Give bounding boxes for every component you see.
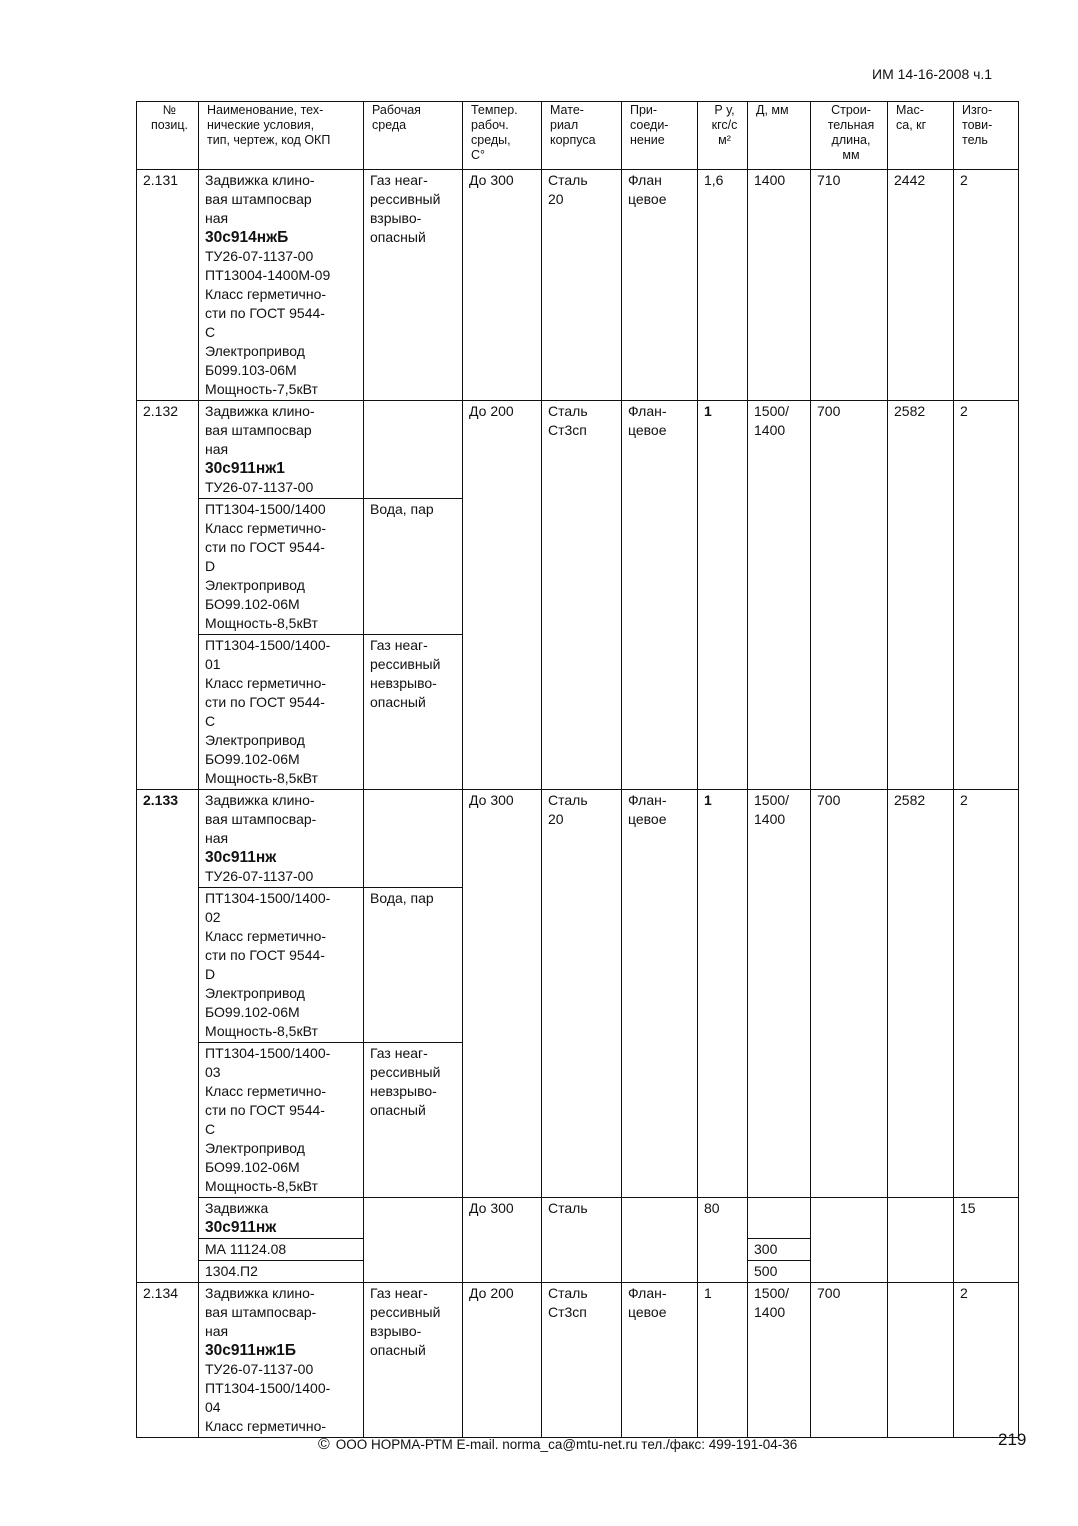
text-line: Вода, пар bbox=[370, 501, 434, 517]
text-line: вая штампосвар bbox=[205, 422, 312, 438]
name-cell bbox=[199, 1198, 364, 1239]
text-line: ная bbox=[205, 830, 229, 846]
text-line: невзрыво- bbox=[370, 1083, 437, 1099]
text-line: сти по ГОСТ 9544- bbox=[205, 539, 325, 555]
name-cell bbox=[199, 1043, 364, 1198]
text-line: ная bbox=[205, 441, 229, 457]
page-footer bbox=[318, 1436, 797, 1454]
model-code: 30с911нж bbox=[205, 849, 277, 866]
text-line: Флан- bbox=[628, 403, 667, 419]
text-line: 1500/ bbox=[754, 403, 790, 419]
length-cell: 700 bbox=[811, 401, 888, 790]
medium-cell bbox=[364, 1283, 463, 1438]
text-line: длина, bbox=[831, 133, 871, 147]
text-line: сти по ГОСТ 9544- bbox=[205, 1102, 325, 1118]
table-row bbox=[137, 170, 1019, 401]
temperature-cell: До 300 bbox=[463, 1198, 542, 1283]
text-line: Мате- bbox=[550, 103, 584, 117]
temperature-cell: До 200 bbox=[463, 401, 542, 790]
text-line: рессивный bbox=[370, 656, 441, 672]
position-cell: 2.134 bbox=[137, 1283, 199, 1438]
model-code: 30с911нж bbox=[205, 1219, 277, 1236]
text-line: Класс герметично- bbox=[205, 520, 327, 536]
text-line: взрыво- bbox=[370, 210, 422, 226]
pressure-cell: 1,6 bbox=[698, 170, 748, 401]
text-line: риал bbox=[550, 118, 579, 132]
text-line: невзрыво- bbox=[370, 675, 437, 691]
text-line: Д, мм bbox=[756, 103, 789, 117]
manufacturer-cell: 2 bbox=[954, 790, 1019, 1198]
text-line: D bbox=[205, 966, 216, 982]
material-cell bbox=[542, 790, 622, 1198]
model-code: 30с914нжБ bbox=[205, 229, 289, 246]
text-line: ПТ1304-1500/1400- bbox=[205, 890, 331, 906]
text-line: 1400 bbox=[754, 1304, 786, 1320]
specification-table bbox=[136, 101, 1019, 1438]
text-line: Электропривод bbox=[205, 343, 305, 359]
pressure-cell: 1 bbox=[698, 790, 748, 1198]
length-cell: 700 bbox=[811, 1283, 888, 1438]
text-line: БО99.102-06М bbox=[205, 596, 300, 612]
col-header-pressure bbox=[698, 102, 748, 170]
text-line: Класс герметично- bbox=[205, 1418, 327, 1434]
material-cell bbox=[542, 401, 622, 790]
text-line: ная bbox=[205, 210, 229, 226]
text-line: тельная bbox=[827, 118, 875, 132]
position-cell: 2.133 bbox=[137, 790, 199, 1283]
diameter-cell bbox=[748, 170, 811, 401]
temperature-cell: До 200 bbox=[463, 1283, 542, 1438]
text-line: С° bbox=[471, 148, 486, 162]
text-line: 1400 bbox=[754, 422, 786, 438]
text-line: Газ неаг- bbox=[370, 1045, 428, 1061]
text-line: ТУ26-07-1137-00 bbox=[205, 1361, 314, 1377]
text-line: При- bbox=[630, 103, 658, 117]
diameter-cell: 300 bbox=[748, 1239, 811, 1261]
medium-cell bbox=[364, 1043, 463, 1198]
name-cell bbox=[199, 170, 364, 401]
text-line: Мощность-7,5кВт bbox=[205, 381, 318, 397]
text-line: ПТ1304-1500/1400 bbox=[205, 501, 326, 517]
text-line: среда bbox=[372, 118, 407, 132]
mass-cell: 2582 bbox=[888, 401, 954, 790]
model-code: 30с911нж1Б bbox=[205, 1342, 296, 1359]
diameter-cell bbox=[748, 790, 811, 1198]
text-line: ТУ26-07-1137-00 bbox=[205, 479, 314, 495]
pressure-cell: 80 bbox=[698, 1198, 748, 1283]
length-cell: 710 bbox=[811, 170, 888, 401]
text-line: 1400 bbox=[754, 172, 786, 188]
text-line: цевое bbox=[628, 191, 667, 207]
text-line: Мас- bbox=[896, 103, 924, 117]
text-line: Электропривод bbox=[205, 985, 305, 1001]
medium-cell bbox=[364, 790, 463, 888]
text-line: 04 bbox=[205, 1399, 221, 1415]
text-line: тель bbox=[962, 133, 988, 147]
manufacturer-cell: 2 bbox=[954, 401, 1019, 790]
name-cell bbox=[199, 401, 364, 499]
text-line: рессивный bbox=[370, 1064, 441, 1080]
text-line: D bbox=[205, 558, 216, 574]
text-line: Мощность-8,5кВт bbox=[205, 770, 318, 786]
text-line: мм bbox=[842, 148, 860, 162]
text-line: ТУ26-07-1137-00 bbox=[205, 868, 314, 884]
text-line: Мощность-8,5кВт bbox=[205, 615, 318, 631]
col-header-mass bbox=[888, 102, 954, 170]
text-line: рессивный bbox=[370, 1304, 441, 1320]
text-line: Наименование, тех- bbox=[207, 103, 324, 117]
text-line: рабоч. bbox=[471, 118, 509, 132]
text-line: ная bbox=[205, 1323, 229, 1339]
text-line: Класс герметично- bbox=[205, 928, 327, 944]
medium-cell bbox=[364, 635, 463, 790]
manufacturer-cell: 2 bbox=[954, 170, 1019, 401]
table-row bbox=[137, 790, 1019, 888]
table-header-row bbox=[137, 102, 1019, 170]
text-line: 03 bbox=[205, 1064, 221, 1080]
col-header-material bbox=[542, 102, 622, 170]
text-line: Класс герметично- bbox=[205, 286, 327, 302]
text-line: БО99.102-06М bbox=[205, 1004, 300, 1020]
col-header-diameter bbox=[748, 102, 811, 170]
text-line: Электропривод bbox=[205, 1140, 305, 1156]
position-cell: 2.131 bbox=[137, 170, 199, 401]
text-line: кгс/с bbox=[711, 118, 738, 132]
text-line: Сталь bbox=[548, 403, 588, 419]
text-line: Мощность-8,5кВт bbox=[205, 1178, 318, 1194]
text-line: сти по ГОСТ 9544- bbox=[205, 947, 325, 963]
text-line: Строи- bbox=[831, 103, 871, 117]
mass-cell bbox=[888, 1283, 954, 1438]
col-header-temperature bbox=[463, 102, 542, 170]
text-line: опасный bbox=[370, 1102, 426, 1118]
text-line: м² bbox=[718, 133, 731, 147]
material-cell bbox=[542, 170, 622, 401]
text-line: взрыво- bbox=[370, 1323, 422, 1339]
col-header-connection bbox=[622, 102, 698, 170]
text-line: Задвижка клино- bbox=[205, 172, 315, 188]
text-line: тови- bbox=[962, 118, 993, 132]
table-row bbox=[137, 1198, 1019, 1239]
name-cell bbox=[199, 1283, 364, 1438]
text-line: са, кг bbox=[896, 118, 927, 132]
pressure-cell: 1 bbox=[698, 401, 748, 790]
position-cell: 2.132 bbox=[137, 401, 199, 790]
diameter-cell bbox=[748, 1283, 811, 1438]
text-line: ПТ1304-1500/1400- bbox=[205, 637, 331, 653]
text-line: позиц. bbox=[151, 118, 188, 132]
text-line: ПТ1304-1500/1400- bbox=[205, 1045, 331, 1061]
col-header-position bbox=[137, 102, 199, 170]
temperature-cell: До 300 bbox=[463, 170, 542, 401]
col-header-length bbox=[811, 102, 888, 170]
text-line: тип, чертеж, код ОКП bbox=[207, 133, 331, 147]
text-line: Мощность-8,5кВт bbox=[205, 1023, 318, 1039]
text-line: нические условия, bbox=[207, 118, 315, 132]
text-line: С bbox=[205, 324, 216, 340]
col-header-manufacturer bbox=[954, 102, 1019, 170]
material-cell bbox=[542, 1283, 622, 1438]
text-line: вая штампосвар- bbox=[205, 1304, 317, 1320]
footer-text: ООО НОРМА-РТМ E-mail. norma_ca@mtu-net.ru тел./факс: 499-191-04-36 bbox=[335, 1437, 798, 1452]
text-line: сти по ГОСТ 9544- bbox=[205, 694, 325, 710]
text-line: С bbox=[205, 713, 216, 729]
text-line: соеди- bbox=[630, 118, 669, 132]
connection-cell bbox=[622, 401, 698, 790]
text-line: 1500/ bbox=[754, 792, 790, 808]
text-line: № bbox=[162, 103, 177, 117]
text-line: С bbox=[205, 1121, 216, 1137]
text-line: Газ неаг- bbox=[370, 1285, 428, 1301]
text-line: Задвижка bbox=[205, 1200, 269, 1216]
medium-cell bbox=[364, 888, 463, 1043]
text-line: опасный bbox=[370, 1342, 426, 1358]
text-line: Флан- bbox=[628, 1285, 667, 1301]
text-line: БО99.102-06М bbox=[205, 751, 300, 767]
text-line: Ст3сп bbox=[548, 422, 587, 438]
temperature-cell: До 300 bbox=[463, 790, 542, 1198]
mass-cell bbox=[888, 1198, 954, 1283]
connection-cell bbox=[622, 170, 698, 401]
text-line: сти по ГОСТ 9544- bbox=[205, 305, 325, 321]
text-line: Флан- bbox=[628, 792, 667, 808]
medium-cell bbox=[364, 1198, 463, 1283]
text-line: Задвижка клино- bbox=[205, 403, 315, 419]
name-cell bbox=[199, 790, 364, 888]
text-line: 1400 bbox=[754, 811, 786, 827]
text-line: Р у, bbox=[714, 103, 735, 117]
text-line: 20 bbox=[548, 191, 564, 207]
text-line: ПТ1304-1500/1400- bbox=[205, 1380, 331, 1396]
text-line: 02 bbox=[205, 909, 221, 925]
text-line: Темпер. bbox=[471, 103, 518, 117]
mass-cell: 2582 bbox=[888, 790, 954, 1198]
text-line: Сталь bbox=[548, 792, 588, 808]
text-line: Флан bbox=[628, 172, 662, 188]
document-code: ИМ 14-16-2008 ч.1 bbox=[872, 66, 993, 82]
mass-cell: 2442 bbox=[888, 170, 954, 401]
diameter-cell bbox=[748, 1198, 811, 1239]
medium-cell bbox=[364, 499, 463, 635]
medium-cell bbox=[364, 170, 463, 401]
col-header-name bbox=[199, 102, 364, 170]
diameter-cell: 500 bbox=[748, 1261, 811, 1283]
text-line: нение bbox=[630, 133, 665, 147]
connection-cell bbox=[622, 1283, 698, 1438]
name-cell bbox=[199, 635, 364, 790]
text-line: 20 bbox=[548, 811, 564, 827]
text-line: Класс герметично- bbox=[205, 1083, 327, 1099]
name-cell: МА 11124.08 bbox=[199, 1239, 364, 1261]
text-line: опасный bbox=[370, 694, 426, 710]
text-line: Б099.103-06М bbox=[205, 362, 297, 378]
text-line: Изго- bbox=[962, 103, 993, 117]
text-line: Газ неаг- bbox=[370, 637, 428, 653]
text-line: Газ неаг- bbox=[370, 172, 428, 188]
text-line: Вода, пар bbox=[370, 890, 434, 906]
length-cell bbox=[811, 1198, 888, 1283]
text-line: Электропривод bbox=[205, 577, 305, 593]
text-line: опасный bbox=[370, 229, 426, 245]
text-line: ТУ26-07-1137-00 bbox=[205, 248, 314, 264]
length-cell: 700 bbox=[811, 790, 888, 1198]
text-line: 1500/ bbox=[754, 1285, 790, 1301]
text-line: ПТ13004-1400М-09 bbox=[205, 267, 331, 283]
name-cell bbox=[199, 888, 364, 1043]
text-line: Электропривод bbox=[205, 732, 305, 748]
text-line: цевое bbox=[628, 811, 667, 827]
page-number: 219 bbox=[998, 1430, 1027, 1449]
model-code: 30с911нж1 bbox=[205, 460, 285, 477]
text-line: БО99.102-06М bbox=[205, 1159, 300, 1175]
text-line: вая штампосвар bbox=[205, 191, 312, 207]
text-line: вая штампосвар- bbox=[205, 811, 317, 827]
text-line: Ст3сп bbox=[548, 1304, 587, 1320]
text-line: Рабочая bbox=[372, 103, 421, 117]
text-line: Класс герметично- bbox=[205, 675, 327, 691]
text-line: Задвижка клино- bbox=[205, 1285, 315, 1301]
text-line: 01 bbox=[205, 656, 221, 672]
material-cell bbox=[542, 1198, 622, 1283]
manufacturer-cell: 2 bbox=[954, 1283, 1019, 1438]
text-line: цевое bbox=[628, 422, 667, 438]
copyright-icon: © bbox=[318, 1436, 330, 1453]
manufacturer-cell: 15 bbox=[954, 1198, 1019, 1283]
diameter-cell bbox=[748, 401, 811, 790]
text-line: Сталь bbox=[548, 172, 588, 188]
text-line: среды, bbox=[471, 133, 511, 147]
pressure-cell: 1 bbox=[698, 1283, 748, 1438]
name-cell: 1304.П2 bbox=[199, 1261, 364, 1283]
col-header-medium bbox=[364, 102, 463, 170]
text-line: Сталь bbox=[548, 1200, 588, 1216]
medium-cell bbox=[364, 401, 463, 499]
text-line: корпуса bbox=[550, 133, 596, 147]
text-line: Сталь bbox=[548, 1285, 588, 1301]
connection-cell bbox=[622, 790, 698, 1198]
name-cell bbox=[199, 499, 364, 635]
connection-cell bbox=[622, 1198, 698, 1283]
text-line: рессивный bbox=[370, 191, 441, 207]
text-line: Задвижка клино- bbox=[205, 792, 315, 808]
table-row bbox=[137, 401, 1019, 499]
table-row bbox=[137, 1283, 1019, 1438]
text-line: цевое bbox=[628, 1304, 667, 1320]
